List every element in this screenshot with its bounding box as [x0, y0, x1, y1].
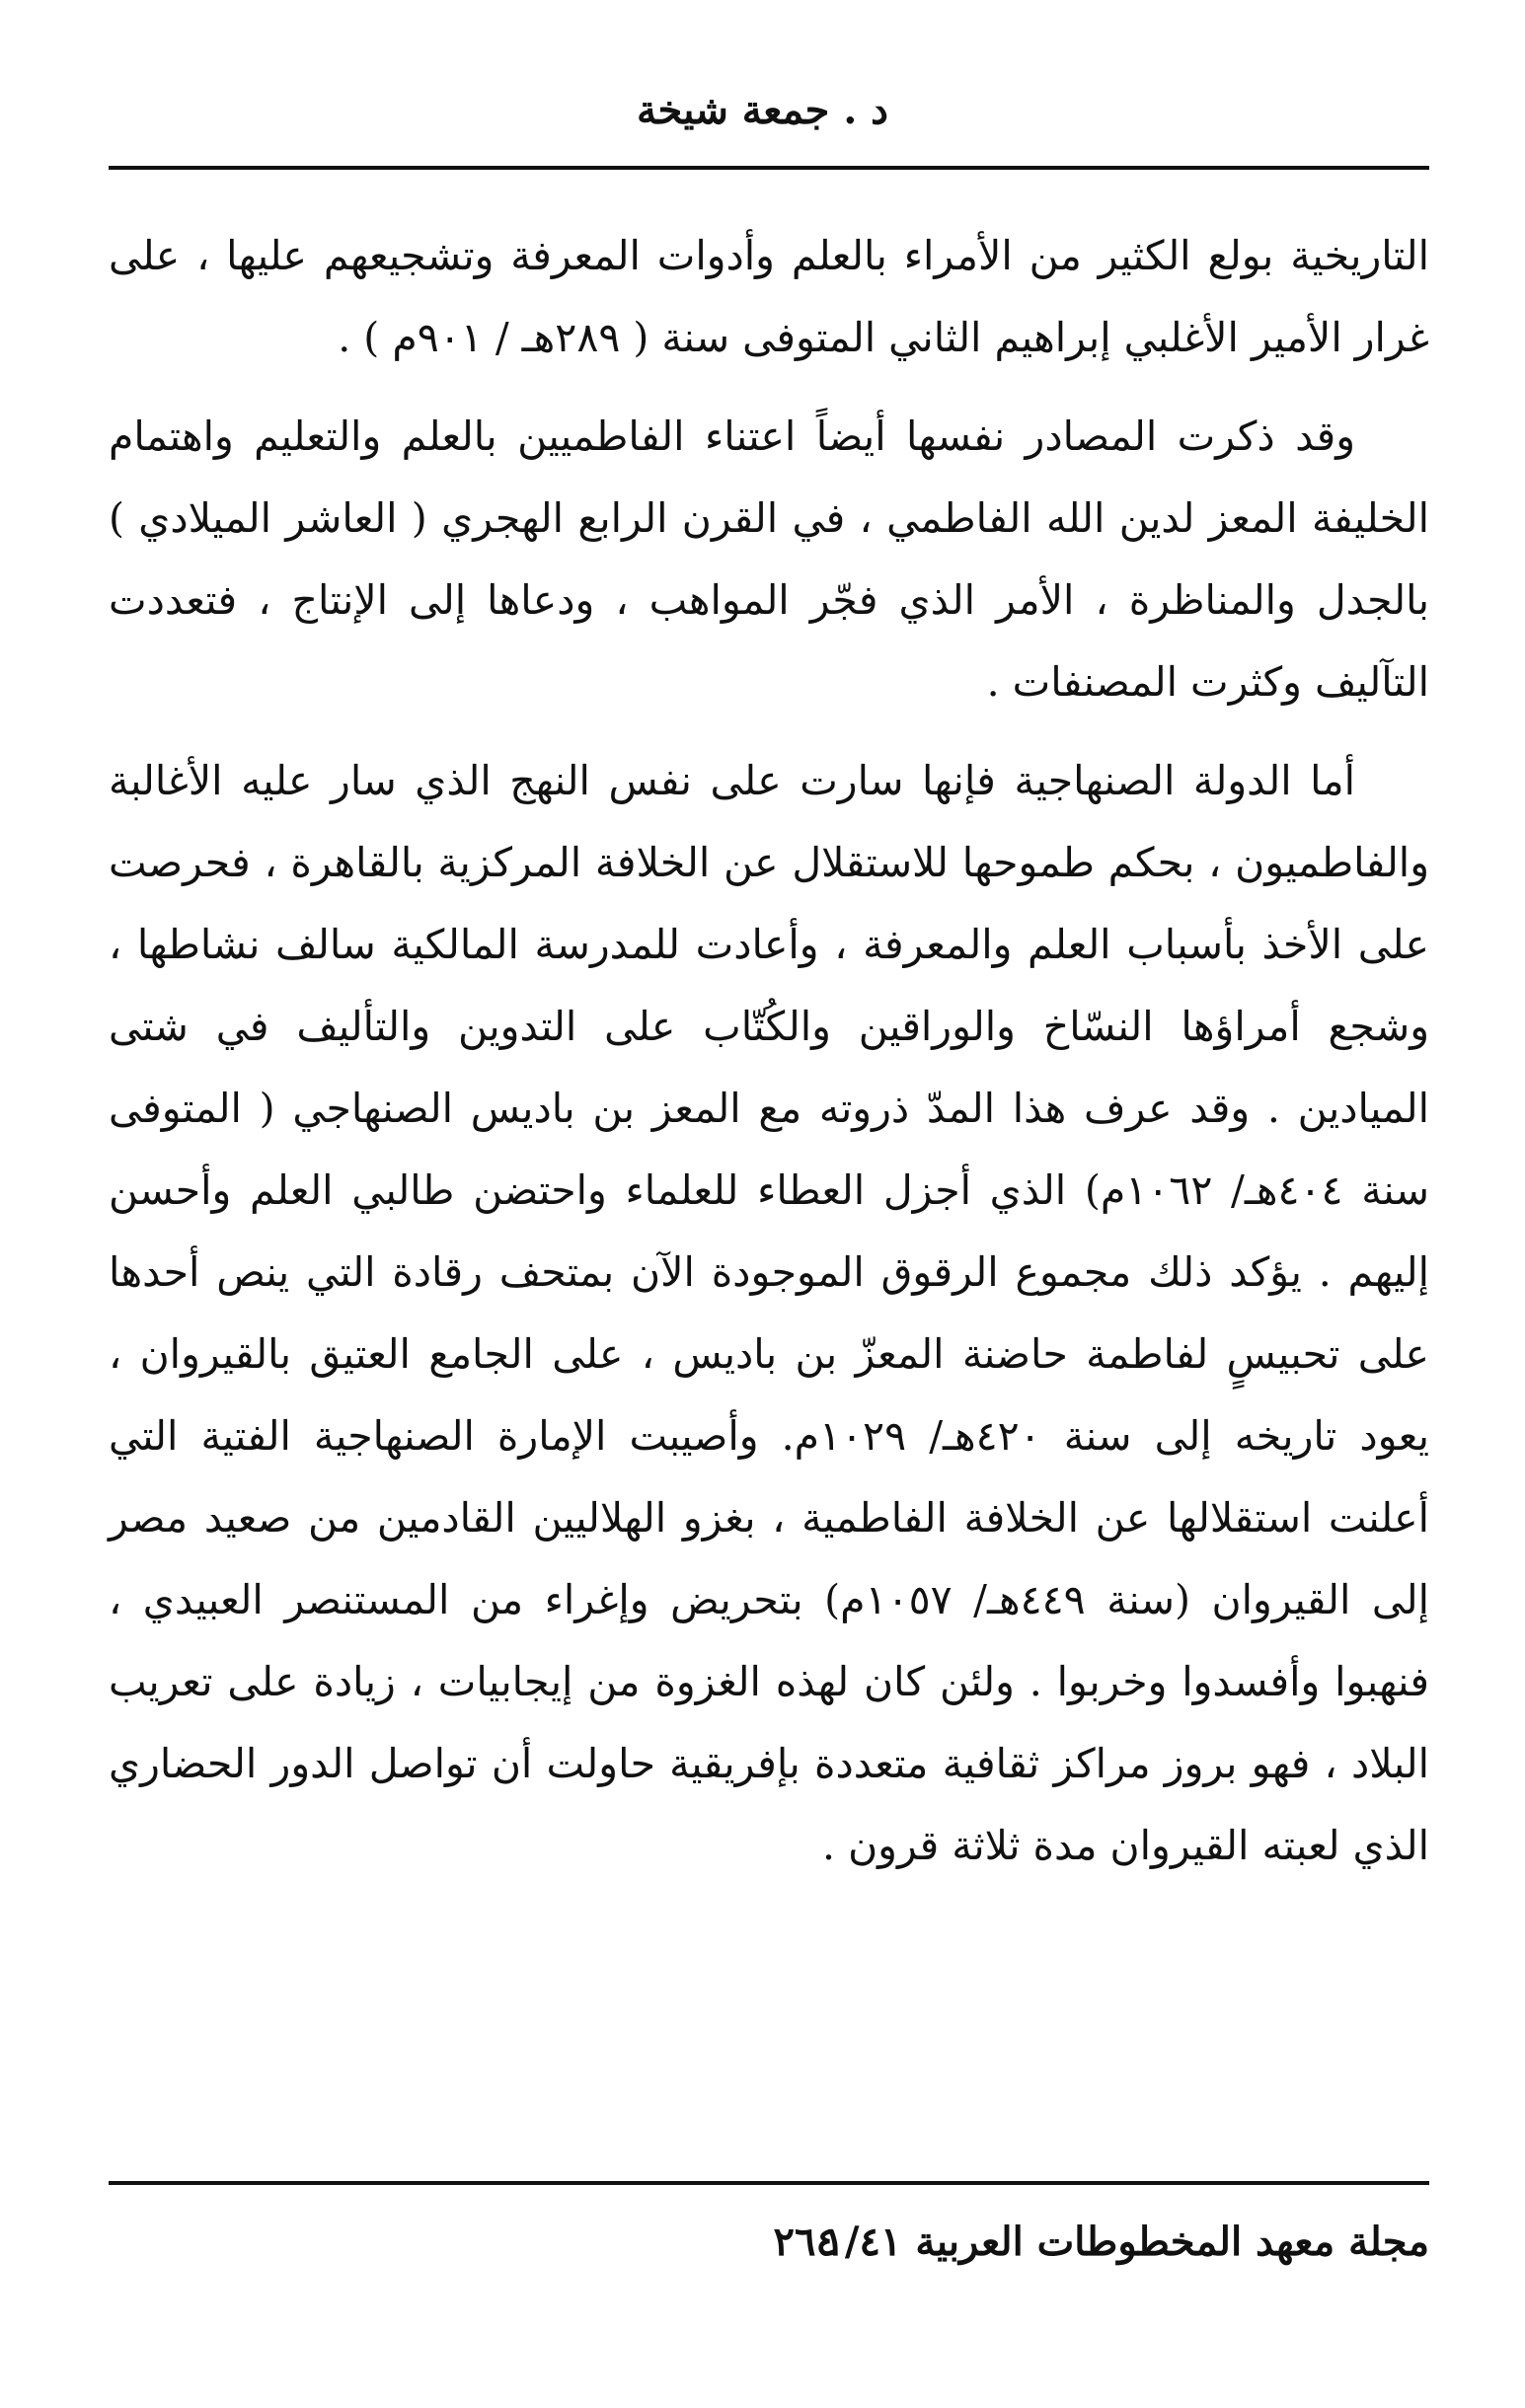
footer-rule [109, 2181, 1429, 2185]
journal-citation: مجلة معهد المخطوطات العربية ١/٤١ [823, 2219, 1429, 2265]
paragraph: وقد ذكرت المصادر نفسها أيضاً اعتناء الفاطميين بالعلم والتعليم واهتمام الخليفة المعز لدين الله الفاطمي ، في القرن الرابع الهجري ( العاشر الميلادي ) بالجدل والمناظرة ، الأمر الذي فجّر المواهب ، ودعاها إلى الإنتاج ، فتعددت التآليف وكثرت المصنفات . [109, 413, 1429, 706]
page-footer [109, 2219, 1429, 2288]
running-head: د . جمعة شيخة [637, 87, 888, 133]
paragraph: التاريخية بولع الكثير من الأمراء بالعلم وأدوات المعرفة وتشجيعهم عليها ، على غرار الأمير الأغلبي إبراهيم الثاني المتوفى سنة ( ٢٨٩هـ / ٩٠١م ) . [109, 232, 1429, 361]
page-number: ٢٦٤ [773, 2219, 837, 2265]
header-rule [109, 166, 1429, 170]
paragraph: أما الدولة الصنهاجية فإنها سارت على نفس النهج الذي سار عليه الأغالبة والفاطميون ، بحكم طموحها للاستقلال عن الخلافة المركزية بالقاهرة ، فحرصت على الأخذ بأسباب العلم والمعرفة ، وأعادت للمدرسة المالكية سالف نشاطها ، وشجع أمراؤها النسّاخ والوراقين والكُتّاب على التدوين والتأليف في شتى الميادين . وقد عرف هذا المدّ ذروته مع المعز بن باديس الصنهاجي ( المتوفى سنة ٤٠٤هـ/ ١٠٦٢م) الذي أجزل العطاء للعلماء واحتضن طالبي العلم وأحسن إليهم . يؤكد ذلك مجموع الرقوق الموجودة الآن بمتحف رقادة التي ينص أحدها على تحبيسٍ لفاطمة حاضنة المعزّ بن باديس ، على الجامع العتيق بالقيروان ، يعود تاريخه إلى سنة ٤٢٠هـ/ ١٠٢٩م. وأصيبت الإمارة الصنهاجية الفتية التي أعلنت استقلالها عن الخلافة الفاطمية ، بغزو الهلاليين القادمين من صعيد مصر إلى القيروان (سنة ٤٤٩هـ/ ١٠٥٧م) بتحريض وإغراء من المستنصر العبيدي ، فنهبوا وأفسدوا وخربوا . ولئن كان لهذه الغزوة من إيجابيات ، زيادة على تعريب البلاد ، فهو بروز مراكز ثقافية متعددة بإفريقية حاولت أن تواصل الدور الحضاري الذي لعبته القيروان مدة ثلاثة قرون . [109, 757, 1430, 1869]
body-text [109, 215, 1429, 1904]
